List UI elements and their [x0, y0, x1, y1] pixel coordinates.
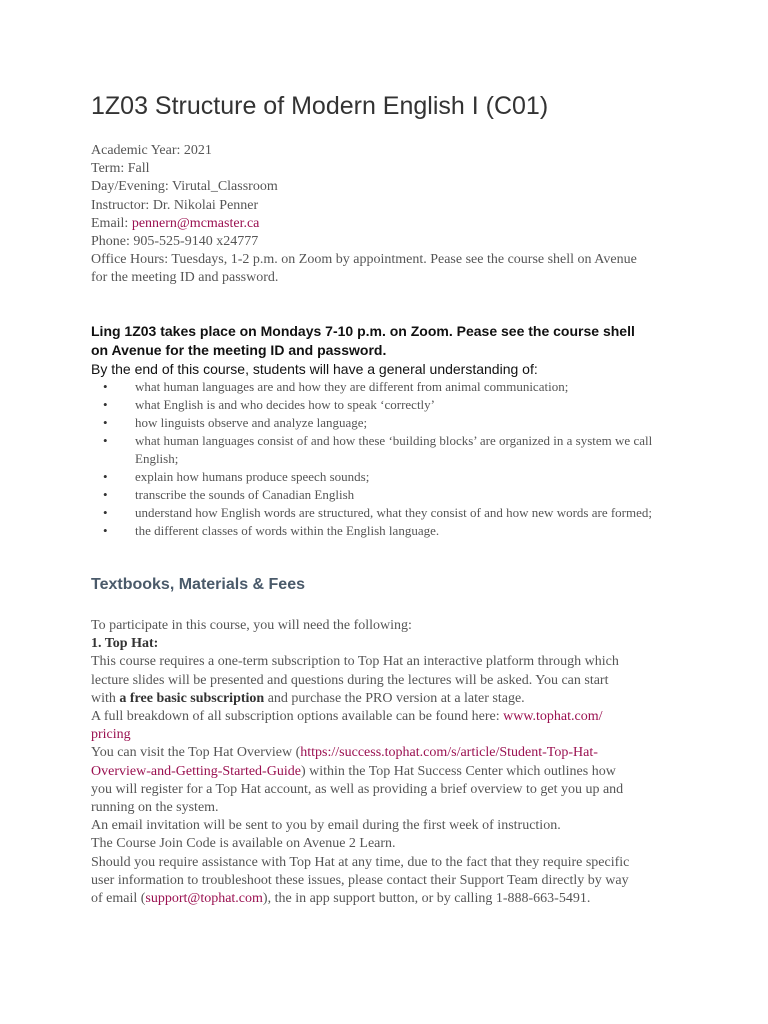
pricing-link[interactable]: www.tophat.com/: [503, 709, 603, 725]
pricing-link-continued[interactable]: pricing: [91, 727, 131, 743]
overview-line-4: running on the system.: [91, 800, 219, 816]
office-hours-line-1: Office Hours: Tuesdays, 1-2 p.m. on Zoom by appointment. Pease see the course shell on Avenue: [91, 252, 637, 268]
list-item: • explain how humans produce speech sounds;: [103, 469, 370, 484]
phone: Phone: 905-525-9140 x24777: [91, 234, 259, 250]
zoom-notice-line-2: on Avenue for the meeting ID and password.: [91, 342, 387, 358]
overview-line-2: Overview-and-Getting-Started-Guide) within the Top Hat Success Center which outlines how: [91, 763, 616, 779]
tophat-para-1-line-2: lecture slides will be presented and questions during the lectures will be asked. You can start: [91, 672, 609, 688]
overview-link-continued[interactable]: Overview-and-Getting-Started-Guide: [91, 763, 301, 779]
academic-year: Academic Year: 2021: [91, 143, 212, 158]
pricing-line-1: A full breakdown of all subscription options available can be found here: www.tophat.com/: [91, 709, 603, 725]
list-item: • transcribe the sounds of Canadian English: [103, 487, 355, 502]
email-line: [91, 215, 637, 233]
support-line-1: Should you require assistance with Top Hat at any time, due to the fact that they require specific: [91, 854, 630, 870]
list-item: • what English is and who decides how to speak ‘correctly’: [103, 397, 436, 412]
tophat-para-1-line-1: This course requires a one-term subscription to Top Hat an interactive platform through which: [91, 654, 619, 670]
overview-link[interactable]: https://success.tophat.com/s/article/Student-Top-Hat-: [300, 745, 598, 761]
support-line-2: user information to troubleshoot these issues, please contact their Support Team directly by way: [91, 872, 629, 888]
materials-body: [91, 617, 629, 908]
instructor: Instructor: Dr. Nikolai Penner: [91, 197, 259, 213]
zoom-notice-line-1: Ling 1Z03 takes place on Mondays 7-10 p.m. on Zoom. Pease see the course shell: [91, 323, 635, 339]
day-evening: Day/Evening: Virutal_Classroom: [91, 179, 278, 195]
course-title: 1Z03 Structure of Modern English I (C01): [91, 92, 549, 120]
bullet-icon: •: [103, 487, 108, 502]
overview-line-1: You can visit the Top Hat Overview (https://success.tophat.com/s/article/Student-Top-Hat-: [91, 745, 598, 761]
course-info: [91, 142, 637, 288]
support-email-link[interactable]: support@tophat.com: [145, 891, 263, 907]
materials-intro: To participate in this course, you will need the following:: [91, 618, 412, 633]
office-hours-line-2: for the meeting ID and password.: [91, 270, 279, 286]
email-link[interactable]: pennern@mcmaster.ca: [131, 215, 260, 231]
bullet-icon: •: [103, 415, 108, 430]
email-label: Email:: [91, 215, 132, 231]
join-code-note: The Course Join Code is available on Avenue 2 Learn.: [91, 836, 396, 852]
list-item: • what human languages are and how they are different from animal communication;: [103, 379, 569, 394]
bullet-icon: •: [103, 397, 108, 412]
email-invitation-note: An email invitation will be sent to you by email during the first week of instruction.: [91, 818, 561, 834]
pricing-line-2: [91, 726, 629, 744]
list-item: • what human languages consist of and how these ‘building blocks’ are organized in a system we call English;: [103, 433, 653, 466]
list-item: • understand how English words are structured, what they consist of and how new words are formed;: [103, 505, 652, 520]
tophat-para-1-line-3: with a free basic subscription and purchase the PRO version at a later stage.: [91, 690, 525, 706]
bullet-icon: •: [103, 523, 108, 538]
list-item: • how linguists observe and analyze language;: [103, 415, 368, 430]
zoom-notice: [91, 322, 691, 360]
overview-line-3: you will register for a Top Hat account, as well as providing a brief overview to get you up and: [91, 781, 624, 797]
term: Term: Fall: [91, 161, 150, 177]
outcomes-intro: By the end of this course, students will have a general understanding of:: [91, 361, 538, 377]
bullet-icon: •: [103, 469, 108, 484]
tophat-heading: 1. Top Hat:: [91, 636, 159, 652]
learning-outcomes-list: [91, 378, 691, 540]
section-heading-materials: Textbooks, Materials & Fees: [91, 576, 305, 593]
bullet-icon: •: [103, 433, 108, 448]
bullet-icon: •: [103, 505, 108, 520]
bullet-icon: •: [103, 379, 108, 394]
list-item: • the different classes of words within the English language.: [103, 523, 440, 538]
support-line-3: of email (support@tophat.com), the in app support button, or by calling 1-888-663-5491.: [91, 891, 591, 907]
free-subscription-text: a free basic subscription: [119, 690, 265, 706]
